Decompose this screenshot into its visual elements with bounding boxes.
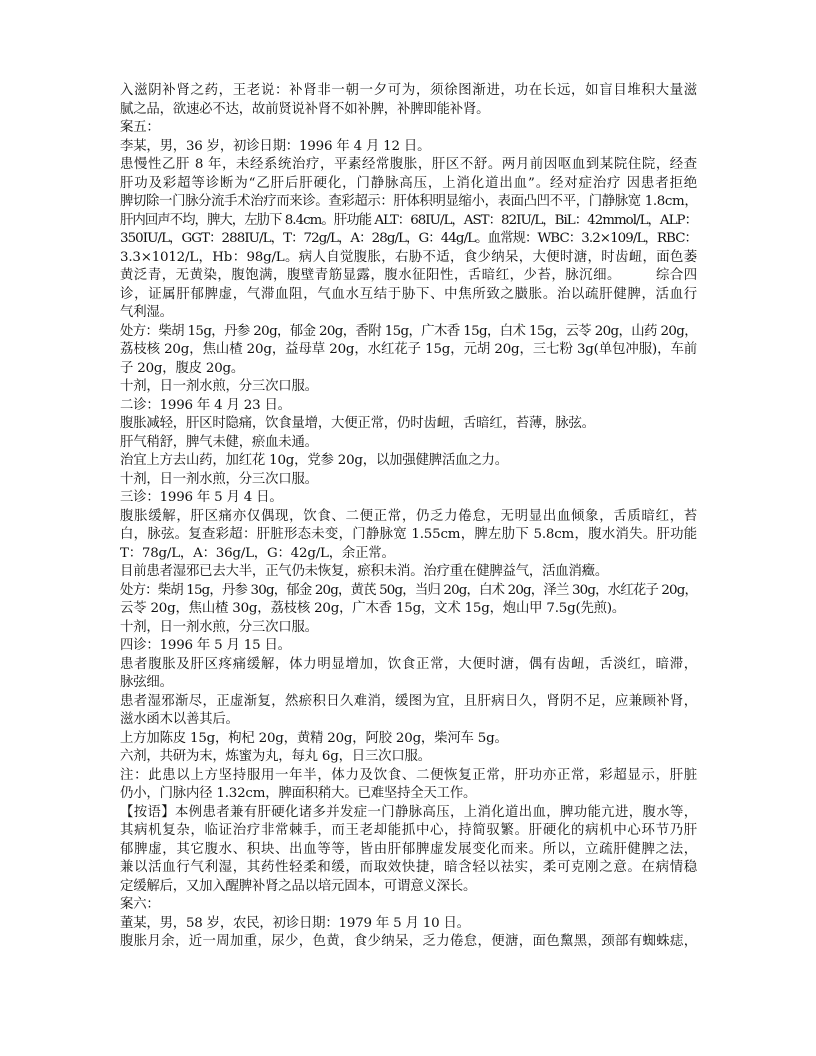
text-line: 其病机复杂，临证治疗非常棘手，而王老却能抓中心，持简驭繁。肝硬化的病机中心环节乃肝 [120, 823, 697, 838]
text-line: 腻之品，欲速必不达，故前贤说补肾不如补脾，补脾即能补肾。 [120, 101, 490, 117]
text-line: 李某，男，36 岁，初诊日期：1996 年 4 月 12 日。 [120, 138, 431, 154]
text-line: 定缓解后，又加入醒脾补肾之品以培元固本，可谓意义深长。 [120, 878, 477, 894]
text-line: 十剂，日一剂水煎，分三次口服。 [120, 471, 318, 487]
text-line: 黄泛青，无黄染，腹饱满，腹壁青筋显露，腹水征阳性，舌暗红，少苔，脉沉细。 综合四 [120, 268, 697, 283]
text-line: 郁脾虚，其它腹水、积块、出血等等，皆由肝郁脾虚发展变化而来。所以，立疏肝健脾之法， [120, 841, 697, 857]
text-line: 350IU/L，GGT：288IU/L，T：72g/L，A：28g/L，G：44g/L。血常规：WBC：3.2×109/L，RBC： [120, 231, 697, 246]
text-line: 兼以活血行气利湿，其药性轻柔和缓，而取效快捷，暗含轻以祛实，柔可克刚之意。在病情稳 [120, 860, 697, 875]
text-line: 白，脉弦。复查彩超：肝脏形态未变，门静脉宽 1.55cm，脾左肋下 5.8cm，腹水消失。肝功能 [120, 527, 697, 542]
text-line: 入滋阴补肾之药，王老说：补肾非一朝一夕可为，须徐图渐进，功在长远，如盲目堆积大量滋 [120, 83, 697, 98]
text-line: 患慢性乙肝 8 年，未经系统治疗，平素经常腹胀，肝区不舒。两月前因呕血到某院住院，经查 [120, 157, 697, 172]
text-line: 董某，男，58 岁，农民，初诊日期：1979 年 5 月 10 日。 [120, 915, 470, 931]
text-line: T：78g/L，A：36g/L，G：42g/L，余正常。 [120, 545, 395, 561]
text-line: 案五： [120, 120, 160, 135]
text-line: 目前患者湿邪已去大半，正气仍未恢复，瘀积未消。治疗重在健脾益气，活血消癥。 [120, 564, 609, 579]
text-line: 四诊：1996 年 5 月 15 日。 [120, 638, 291, 653]
text-line: 腹胀缓解，肝区痛亦仅偶现，饮食、二便正常，仍乏力倦怠，无明显出血倾象，舌质暗红，苔 [120, 508, 697, 524]
text-line: 注：此患以上方坚持服用一年半，体力及饮食、二便恢复正常，肝功亦正常，彩超显示，肝脏 [120, 767, 697, 783]
text-line: 三诊：1996 年 5 月 4 日。 [120, 490, 283, 505]
text-line: 肝内回声不均，脾大，左肋下 8.4cm。肝功能 ALT：68IU/L，AST：82IU/L，BiL：42mmol/L，ALP： [120, 212, 697, 228]
text-line: 处方：柴胡 15g，丹参 20g，郁金 20g，香附 15g，广木香 15g，白术 15g，云苓 20g，山药 20g， [120, 323, 697, 339]
text-line: 3.3×1012/L，Hb：98g/L。病人自觉腹胀，右胁不适，食少纳呆，大便时溏，时齿衄，面色萎 [120, 249, 697, 265]
text-line: 腹胀减轻，肝区时隐痛，饮食量增，大便正常，仍时齿衄，舌暗红，苔薄，脉弦。 [120, 416, 595, 431]
text-line: 脉弦细。 [120, 675, 173, 690]
text-line: 荔枝核 20g，焦山楂 20g，益母草 20g，水红花子 15g，元胡 20g，三七粉 3g(单包冲服)，车前 [120, 342, 697, 357]
text-line: 仍小，门脉内径 1.32cm，脾面积稍大。已难坚持全天工作。 [120, 786, 477, 801]
text-line: 【按语】本例患者兼有肝硬化诸多并发症一门静脉高压，上消化道出血，脾功能亢进，腹水等， [120, 804, 697, 820]
text-line: 肝功及彩超等诊断为“乙肝后肝硬化，门静脉高压，上消化道出血”。经对症治疗 因患者拒绝 [120, 175, 697, 191]
text-line: 案六： [120, 897, 160, 912]
text-line: 处方：柴胡 15g，丹参 30g，郁金 20g，黄芪 50g，当归 20g，白术 20g，泽兰 30g，水红花子 20g， [120, 582, 698, 598]
text-line: 十剂，日一剂水煎，分三次口服。 [120, 619, 318, 635]
document-page [120, 82, 697, 952]
text-line: 云苓 20g，焦山楂 30g，荔枝核 20g，广木香 15g，文术 15g，炮山甲 7.5g(先煎)。 [120, 601, 626, 616]
text-line: 十剂，日一剂水煎，分三次口服。 [120, 379, 318, 394]
text-line: 治宜上方去山药，加红花 10g，党参 20g，以加强健脾活血之力。 [120, 453, 508, 468]
text-line: 肝气稍舒，脾气未健，瘀血未通。 [120, 434, 318, 450]
text-line: 子 20g，腹皮 20g。 [120, 360, 245, 376]
text-line: 腹胀月余，近一周加重，尿少，色黄，食少纳呆，乏力倦怠，便溏，面色黧黑，颈部有蜘蛛痣， [120, 934, 697, 949]
text-line: 滋水函木以善其后。 [120, 712, 239, 727]
text-line: 六剂，共研为末，炼蜜为丸，每丸 6g，日三次口服。 [120, 749, 431, 764]
text-line: 气利湿。 [120, 305, 173, 320]
text-line: 脾切除一门脉分流手术治疗而来诊。查彩超示：肝体积明显缩小，表面凸凹不平，门静脉宽 1.8cm， [120, 194, 698, 209]
text-line: 上方加陈皮 15g，枸杞 20g，黄精 20g，阿胶 20g，柴河车 5g。 [120, 730, 508, 746]
text-line: 二诊：1996 年 4 月 23 日。 [120, 397, 291, 413]
text-line: 诊，证属肝郁脾虚，气滞血阻，气血水互结于胁下、中焦所致之臌胀。治以疏肝健脾，活血行 [120, 286, 697, 302]
text-line: 患者湿邪渐尽，正虚渐复，然瘀积日久难消，缓图为宜，且肝病日久，肾阴不足，应兼顾补肾， [120, 693, 697, 709]
text-line: 患者腹胀及肝区疼痛缓解，体力明显增加，饮食正常，大便时溏，偶有齿衄，舌淡红，暗滞， [120, 656, 697, 672]
